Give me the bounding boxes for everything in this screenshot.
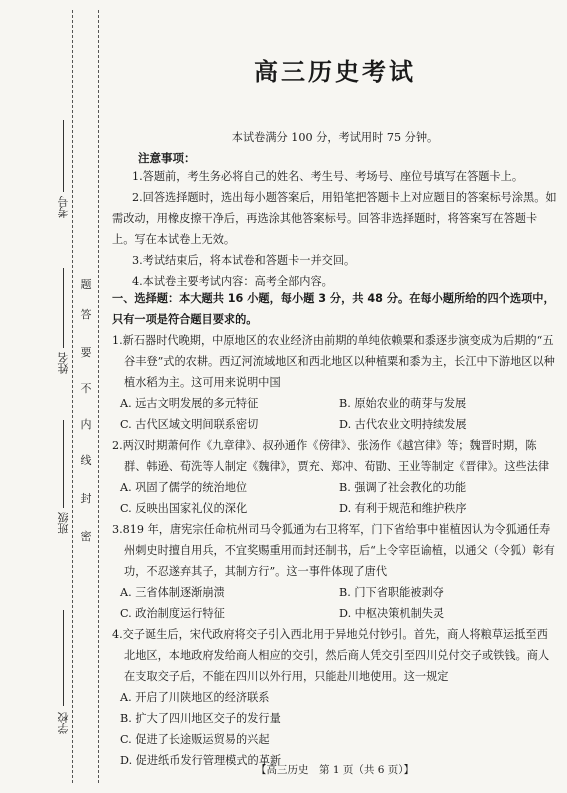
seal-char: 答 (80, 308, 92, 321)
question-stem: 4.交子诞生后，宋代政府将交子引入西北用于异地兑付钞引。首先，商人将粮草运抵至西北地区，本地政府发给商人相应的交引，然后商人凭交引至四川兑付交子或铁钱。商人在支取交子后，不能在四川以外行用，只能赴川地使用。这一规定 (112, 628, 550, 683)
banji-label: 班级 (57, 512, 70, 534)
question-stem: 2.两汉时期萧何作《九章律》、叔孙通作《傍律》、张汤作《越宫律》等；魏晋时期，陈群、韩逊、荀洗等人制定《魏律》，贾充、郑冲、荀勖、王业等制定《晋律》。这些法律 (112, 439, 550, 473)
binding-strip (0, 0, 108, 793)
exam-subtitle: 本试卷满分 100 分，考试用时 75 分钟。 (231, 131, 439, 144)
xuexiao-blank (63, 610, 64, 706)
seal-char: 不 (80, 382, 92, 395)
option-c[interactable]: C. 古代区域文明间联系密切 (120, 418, 259, 431)
section-heading: 一、选择题：本大题共 16 小题，每小题 3 分，共 48 分。在每小题所给的四个选项中，只有一项是符合题目要求的。 (112, 292, 555, 326)
question-4 (112, 624, 558, 771)
banji-blank (63, 420, 64, 508)
seal-char: 要 (80, 346, 92, 359)
kaohao-blank (63, 120, 64, 192)
seal-char: 密 (80, 530, 92, 543)
option-d[interactable]: D. 有利于规范和维护秩序 (339, 502, 467, 515)
question-1 (112, 330, 558, 435)
xuexiao-label: 学校 (57, 712, 70, 734)
option-b[interactable]: B. 扩大了四川地区交子的发行量 (120, 712, 281, 725)
seal-char: 封 (80, 492, 92, 505)
option-a[interactable]: A. 开启了川陕地区的经济联系 (120, 691, 270, 704)
question-options (112, 393, 558, 435)
notes-list (112, 166, 558, 292)
question-stem: 1.新石器时代晚期，中原地区的农业经济由前期的单纯依赖粟和黍逐步演变成为后期的“五谷丰登”式的农耕。西辽河流域地区和西北地区以种植粟和黍为主，长江中下游地区以种植水稻为主。这可用来说明中国 (112, 334, 555, 389)
section-one (112, 288, 558, 771)
exam-content (112, 0, 558, 793)
question-options (112, 477, 558, 519)
option-c[interactable]: C. 反映出国家礼仪的深化 (120, 502, 248, 515)
page-footer: 【高三历史 第 1 页（共 6 页）】 (256, 764, 414, 776)
question-2 (112, 435, 558, 519)
binding-dashed-line-inner (98, 10, 99, 783)
exam-title: 高三历史考试 (254, 58, 416, 86)
option-b[interactable]: B. 原始农业的萌芽与发展 (339, 397, 467, 410)
option-d[interactable]: D. 促进纸币发行管理模式的革新 (120, 754, 282, 767)
notes-heading: 注意事项： (138, 151, 196, 165)
binding-dashed-line-outer (72, 10, 73, 783)
option-c[interactable]: C. 政治制度运行特征 (120, 607, 225, 620)
xingming-blank (63, 268, 64, 348)
question-options (112, 582, 558, 624)
option-d[interactable]: D. 中枢决策机制失灵 (339, 607, 445, 620)
seal-char: 内 (80, 418, 92, 431)
note-item: 2.回答选择题时，选出每小题答案后，用铅笔把答题卡上对应题目的答案标号涂黑。如需改动，用橡皮擦干净后，再选涂其他答案标号。回答非选择题时，将答案写在答题卡上。写在本试卷上无效。 (112, 191, 557, 246)
note-item: 4.本试卷主要考试内容：高考全部内容。 (132, 275, 333, 288)
option-b[interactable]: B. 门下省职能被剥夺 (339, 586, 444, 599)
note-item: 1.答题前，考生务必将自己的姓名、考生号、考场号、座位号填写在答题卡上。 (132, 170, 524, 183)
seal-char: 线 (80, 454, 92, 467)
option-d[interactable]: D. 古代农业文明持续发展 (339, 418, 467, 431)
question-stem: 3.819 年，唐宪宗任命杭州司马令狐通为右卫将军，门下省给事中崔植因认为令狐通任寿州刺史时擅自用兵，不宜奖赐重用而封还制书，后“上令宰臣谕植，以通父（令狐）彰有功，不忍遂弃其子，其制方行”。这一事件体现了唐代 (112, 523, 555, 578)
question-3 (112, 519, 558, 624)
option-b[interactable]: B. 强调了社会教化的功能 (339, 481, 467, 494)
option-a[interactable]: A. 三省体制逐渐崩溃 (120, 586, 225, 599)
question-options (112, 687, 558, 771)
option-c[interactable]: C. 促进了长途贩运贸易的兴起 (120, 733, 270, 746)
kaohao-label: 考号 (57, 196, 70, 218)
xingming-label: 姓名 (57, 352, 70, 374)
option-a[interactable]: A. 远古文明发展的多元特征 (120, 397, 259, 410)
note-item: 3.考试结束后，将本试卷和答题卡一并交回。 (132, 254, 356, 267)
option-a[interactable]: A. 巩固了儒学的统治地位 (120, 481, 248, 494)
seal-char: 题 (80, 278, 92, 291)
